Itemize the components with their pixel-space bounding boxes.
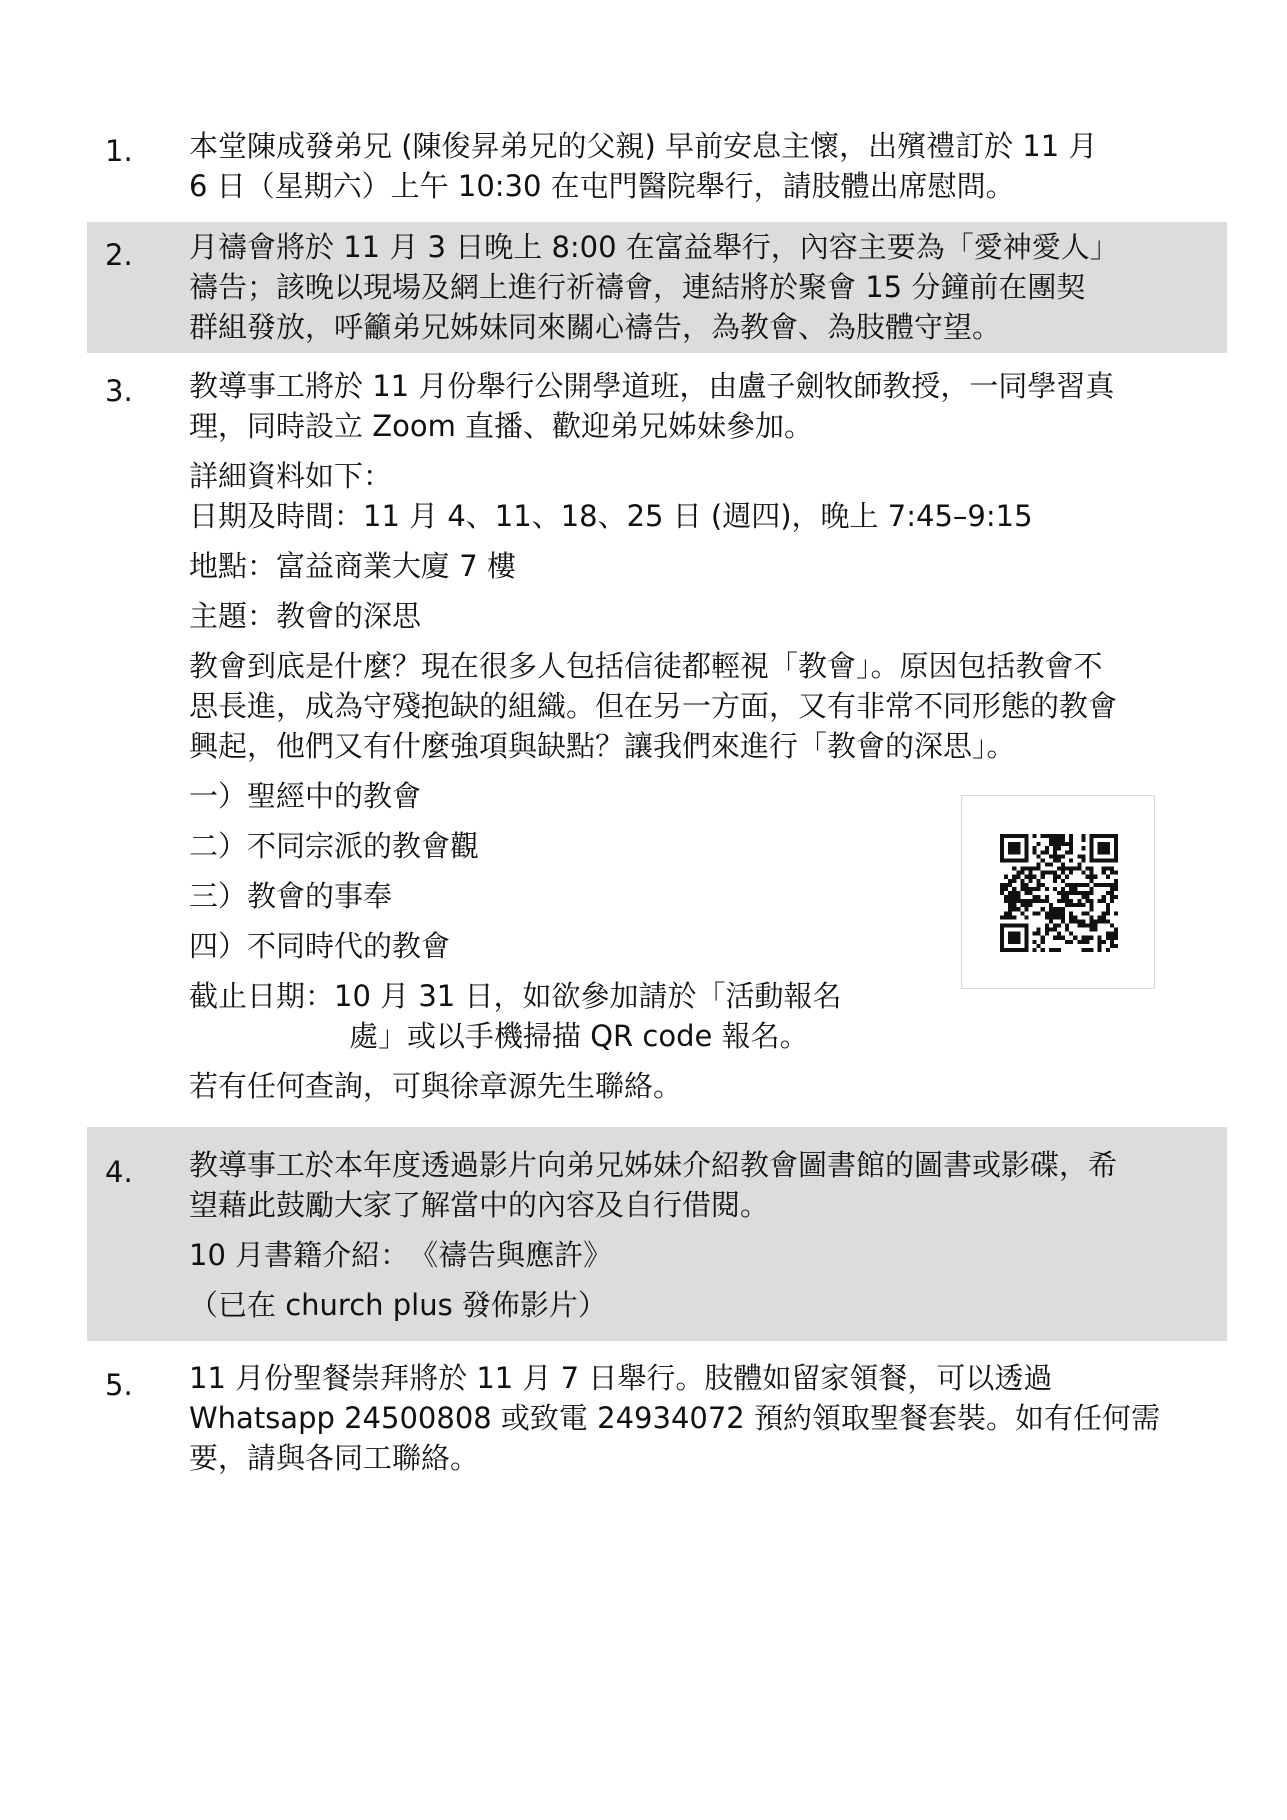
outline-item: 二）不同宗派的教會觀	[189, 829, 480, 863]
item-text-line: 11 月份聖餐崇拜將於 11 月 7 日舉行。肢體如留家領餐，可以透過	[189, 1361, 1053, 1395]
item-text-line: 要，請與各同工聯絡。	[189, 1441, 480, 1475]
announcement-5	[87, 1352, 1227, 1482]
announcement-4	[87, 1127, 1227, 1341]
item-text-line: 6 日（星期六）上午 10:30 在屯門醫院舉行，請肢體出席慰問。	[189, 169, 1015, 203]
announcement-1	[87, 122, 1227, 212]
registration-qr-code[interactable]	[961, 795, 1155, 989]
deadline-line: 截止日期：10 月 31 日，如欲參加請於「活動報名	[189, 979, 842, 1013]
class-location: 地點：富益商業大廈 7 樓	[189, 549, 516, 583]
item-text-line: 本堂陳成發弟兄 (陳俊昇弟兄的父親) 早前安息主懷，出殯禮訂於 11 月	[189, 129, 1098, 163]
item-text-line: Whatsapp 24500808 或致電 24934072 預約領取聖餐套裝。如有任何需	[189, 1401, 1160, 1435]
item-text-line: 月禱會將於 11 月 3 日晚上 8:00 在富益舉行，內容主要為「愛神愛人」	[189, 230, 1119, 264]
outline-item: 四）不同時代的教會	[189, 929, 451, 963]
video-note: （已在 church plus 發佈影片）	[189, 1288, 607, 1322]
class-topic: 主題：教會的深思	[189, 599, 422, 633]
intro-line: 理，同時設立 Zoom 直播、歡迎弟兄姊妹參加。	[189, 409, 814, 443]
description-line: 思長進，成為守殘抱缺的組織。但在另一方面，又有非常不同形態的教會	[189, 689, 1118, 723]
intro-line: 教導事工將於 11 月份舉行公開學道班，由盧子劍牧師教授，一同學習真	[189, 369, 1115, 403]
qr-code-icon	[1000, 834, 1118, 952]
book-intro: 10 月書籍介紹： 《禱告與應許》	[189, 1238, 613, 1272]
announcement-3	[87, 360, 1227, 1120]
item-number: 4.	[105, 1155, 133, 1189]
deadline-line: 處」或以手機掃描 QR code 報名。	[349, 1019, 809, 1053]
outline-item: 三）教會的事奉	[189, 879, 393, 913]
item-text-line: 禱告；該晚以現場及網上進行祈禱會，連結將於聚會 15 分鐘前在團契	[189, 270, 1086, 304]
description-line: 興起，他們又有什麼強項與缺點？讓我們來進行「教會的深思」。	[189, 729, 1016, 763]
item-text-line: 群組發放，呼籲弟兄姊妹同來關心禱告，為教會、為肢體守望。	[189, 310, 1002, 344]
details-heading: 詳細資料如下：	[189, 459, 393, 493]
class-datetime: 日期及時間：11 月 4、11、18、25 日 (週四)，晚上 7:45–9:15	[189, 499, 1033, 533]
item-text-line: 教導事工於本年度透過影片向弟兄姊妹介紹教會圖書館的圖書或影碟，希	[189, 1148, 1118, 1182]
outline-item: 一）聖經中的教會	[189, 779, 422, 813]
item-number: 3.	[105, 374, 133, 408]
item-number: 1.	[105, 134, 133, 168]
description-line: 教會到底是什麼？現在很多人包括信徒都輕視「教會」。原因包括教會不	[189, 649, 1103, 683]
item-number: 5.	[105, 1368, 133, 1402]
announcement-2	[87, 222, 1227, 353]
item-number: 2.	[105, 238, 133, 272]
item-text-line: 望藉此鼓勵大家了解當中的內容及自行借閱。	[189, 1188, 770, 1222]
contact-line: 若有任何查詢，可與徐章源先生聯絡。	[189, 1069, 683, 1103]
